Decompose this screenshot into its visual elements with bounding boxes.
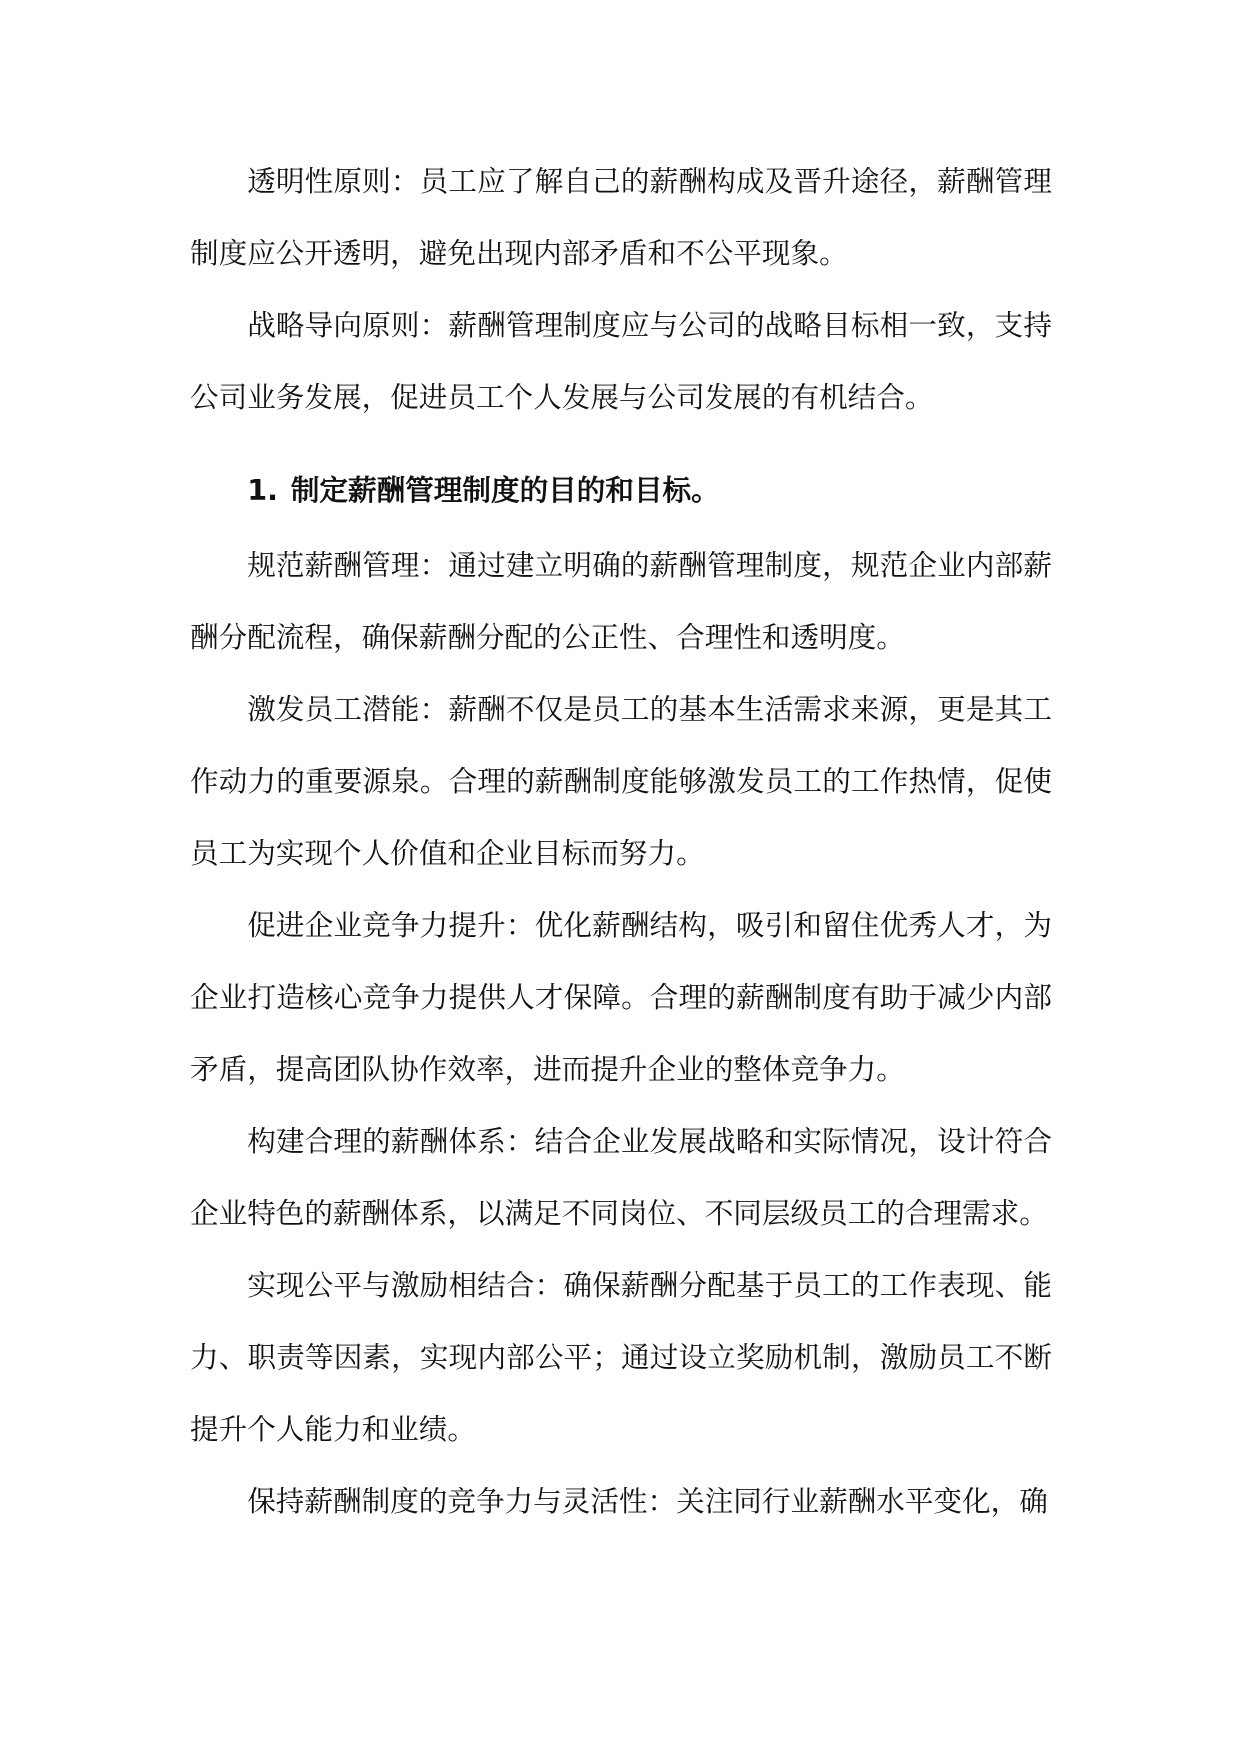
- paragraph-competitiveness: 促进企业竞争力提升：优化薪酬结构，吸引和留住优秀人才，为企业打造核心竞争力提供人才保障。合理的薪酬制度有助于减少内部矛盾，提高团队协作效率，进而提升企业的整体竞争力。: [190, 908, 1052, 1086]
- paragraph-strategy-principle: 战略导向原则：薪酬管理制度应与公司的战略目标相一致，支持公司业务发展，促进员工个人发展与公司发展的有机结合。: [190, 308, 1052, 414]
- paragraph-motivate-employees: 激发员工潜能：薪酬不仅是员工的基本生活需求来源，更是其工作动力的重要源泉。合理的薪酬制度能够激发员工的工作热情，促使员工为实现个人价值和企业目标而努力。: [190, 692, 1052, 870]
- paragraph-fairness-incentive: 实现公平与激励相结合：确保薪酬分配基于员工的工作表现、能力、职责等因素，实现内部公平；通过设立奖励机制，激励员工不断提升个人能力和业绩。: [190, 1268, 1052, 1446]
- paragraph-flexibility: 保持薪酬制度的竞争力与灵活性：关注同行业薪酬水平变化，确: [247, 1484, 1048, 1518]
- paragraph-standardize-pay: 规范薪酬管理：通过建立明确的薪酬管理制度，规范企业内部薪酬分配流程，确保薪酬分配的公正性、合理性和透明度。: [190, 548, 1052, 654]
- paragraph-pay-system: 构建合理的薪酬体系：结合企业发展战略和实际情况，设计符合企业特色的薪酬体系，以满足不同岗位、不同层级员工的合理需求。: [190, 1124, 1052, 1230]
- paragraph-transparency-principle: 透明性原则：员工应了解自己的薪酬构成及晋升途径，薪酬管理制度应公开透明，避免出现内部矛盾和不公平现象。: [190, 164, 1052, 270]
- section-number: 1.: [247, 473, 278, 507]
- section-heading-text: 制定薪酬管理制度的目的和目标。: [290, 473, 720, 507]
- page-content: [190, 145, 1052, 1537]
- section-heading: [190, 433, 1052, 529]
